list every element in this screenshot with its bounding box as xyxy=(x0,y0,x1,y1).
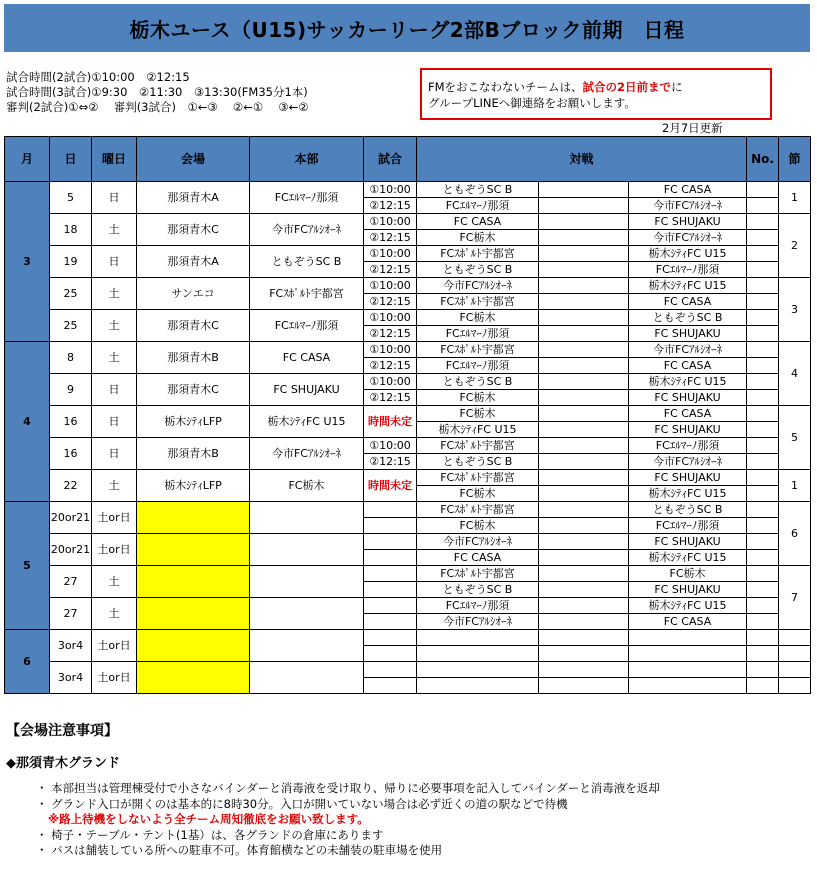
home-team: ともぞうSC B xyxy=(417,262,539,278)
notice-line2: グループLINEへ御連絡をお願いします。 xyxy=(428,96,636,110)
header-hq: 本部 xyxy=(250,137,364,182)
home-team: FCｽﾎﾟﾙﾄ宇都宮 xyxy=(417,566,539,582)
home-team: FCｴﾙﾏｰﾉ那須 xyxy=(417,358,539,374)
header-matchup: 対戦 xyxy=(417,137,747,182)
match-time-cell xyxy=(364,518,417,534)
match-time-cell: ①10:00 xyxy=(364,182,417,198)
note-item: ・ 椅子・テーブル・テント(1基）は、各グランドの倉庫にあります xyxy=(36,827,384,842)
day-cell: 20or21 xyxy=(50,502,92,534)
match-time-cell: ①10:00 xyxy=(364,438,417,454)
no-cell xyxy=(747,470,779,486)
weekday-cell: 日 xyxy=(92,406,137,438)
no-cell xyxy=(747,646,779,662)
vs-spacer xyxy=(539,374,629,390)
notice-text: FMをおこなわないチームは、 xyxy=(428,80,583,94)
hq-cell: 今市FCｱﾙｼｵｰﾈ xyxy=(250,214,364,246)
away-team: FCｴﾙﾏｰﾉ那須 xyxy=(629,518,747,534)
hq-cell xyxy=(250,662,364,694)
weekday-cell: 土 xyxy=(92,470,137,502)
vs-spacer xyxy=(539,566,629,582)
updated-date: 2月7日更新 xyxy=(662,121,723,135)
match-time-cell xyxy=(364,582,417,598)
vs-spacer xyxy=(539,678,629,694)
home-team: FCｽﾎﾟﾙﾄ宇都宮 xyxy=(417,438,539,454)
vs-spacer xyxy=(539,198,629,214)
day-cell: 27 xyxy=(50,566,92,598)
no-cell xyxy=(747,438,779,454)
away-team: FC SHUJAKU xyxy=(629,582,747,598)
section-cell: 2 xyxy=(779,214,811,278)
match-time-cell: ①10:00 xyxy=(364,214,417,230)
away-team xyxy=(629,678,747,694)
match-time-cell xyxy=(364,646,417,662)
home-team: FCｽﾎﾟﾙﾄ宇都宮 xyxy=(417,470,539,486)
away-team: FC SHUJAKU xyxy=(629,214,747,230)
home-team: ともぞうSC B xyxy=(417,582,539,598)
match-time-cell xyxy=(364,678,417,694)
home-team: FCｴﾙﾏｰﾉ那須 xyxy=(417,198,539,214)
day-cell: 22 xyxy=(50,470,92,502)
day-cell: 25 xyxy=(50,310,92,342)
vs-spacer xyxy=(539,390,629,406)
no-cell xyxy=(747,342,779,358)
no-cell xyxy=(747,566,779,582)
day-cell: 25 xyxy=(50,278,92,310)
match-time-cell: ②12:15 xyxy=(364,294,417,310)
vs-spacer xyxy=(539,486,629,502)
home-team xyxy=(417,678,539,694)
vs-spacer xyxy=(539,326,629,342)
match-time-cell xyxy=(364,534,417,550)
vs-spacer xyxy=(539,582,629,598)
month-cell: 6 xyxy=(5,630,50,694)
vs-spacer xyxy=(539,518,629,534)
venue-cell: 那須青木C xyxy=(137,214,250,246)
home-team: FCｴﾙﾏｰﾉ那須 xyxy=(417,326,539,342)
no-cell xyxy=(747,630,779,646)
away-team: 栃木ｼﾃｨFC U15 xyxy=(629,374,747,390)
day-cell: 18 xyxy=(50,214,92,246)
home-team: FC栃木 xyxy=(417,406,539,422)
day-cell: 16 xyxy=(50,438,92,470)
venue-cell xyxy=(137,566,250,598)
away-team: FCｴﾙﾏｰﾉ那須 xyxy=(629,438,747,454)
no-cell xyxy=(747,230,779,246)
venue-cell xyxy=(137,502,250,534)
vs-spacer xyxy=(539,342,629,358)
venue-cell: 那須青木C xyxy=(137,310,250,342)
weekday-cell: 日 xyxy=(92,182,137,214)
day-cell: 16 xyxy=(50,406,92,438)
away-team: 栃木ｼﾃｨFC U15 xyxy=(629,246,747,262)
weekday-cell: 土or日 xyxy=(92,502,137,534)
weekday-cell: 土 xyxy=(92,214,137,246)
match-time-cell: ①10:00 xyxy=(364,374,417,390)
vs-spacer xyxy=(539,406,629,422)
venue-notes-title: 【会場注意事項】 xyxy=(6,723,118,739)
hq-cell: FCｽﾎﾟﾙﾄ宇都宮 xyxy=(250,278,364,310)
vs-spacer xyxy=(539,598,629,614)
match-time-cell: ①10:00 xyxy=(364,310,417,326)
match-time-2games: 試合時間(2試合)①10:00 ②12:15 xyxy=(6,70,190,84)
day-cell: 3or4 xyxy=(50,630,92,662)
home-team: ともぞうSC B xyxy=(417,374,539,390)
home-team: FCｽﾎﾟﾙﾄ宇都宮 xyxy=(417,246,539,262)
no-cell xyxy=(747,422,779,438)
match-time-cell: ②12:15 xyxy=(364,358,417,374)
weekday-cell: 日 xyxy=(92,374,137,406)
hq-cell xyxy=(250,630,364,662)
away-team xyxy=(629,662,747,678)
no-cell xyxy=(747,262,779,278)
match-time-cell xyxy=(364,630,417,646)
away-team: FCｴﾙﾏｰﾉ那須 xyxy=(629,262,747,278)
no-cell xyxy=(747,246,779,262)
note-warning: ※路上待機をしないよう全チーム周知徹底をお願い致します。 xyxy=(48,812,369,826)
weekday-cell: 日 xyxy=(92,246,137,278)
vs-spacer xyxy=(539,646,629,662)
match-time-cell: 時間未定 xyxy=(364,470,417,502)
no-cell xyxy=(747,614,779,630)
vs-spacer xyxy=(539,262,629,278)
no-cell xyxy=(747,374,779,390)
match-time-3games: 試合時間(3試合)①9:30 ②11:30 ③13:30(FM35分1本) xyxy=(6,85,308,99)
match-time-cell: ②12:15 xyxy=(364,262,417,278)
vs-spacer xyxy=(539,534,629,550)
home-team: FCｽﾎﾟﾙﾄ宇都宮 xyxy=(417,502,539,518)
home-team xyxy=(417,630,539,646)
vs-spacer xyxy=(539,502,629,518)
home-team: FCｽﾎﾟﾙﾄ宇都宮 xyxy=(417,294,539,310)
match-time-cell: ②12:15 xyxy=(364,390,417,406)
away-team: FC SHUJAKU xyxy=(629,470,747,486)
note-item: ・ バスは舗装している所への駐車不可。体育館横などの未舗装の駐車場を使用 xyxy=(36,843,443,857)
home-team: ともぞうSC B xyxy=(417,182,539,198)
home-team: FC栃木 xyxy=(417,230,539,246)
weekday-cell: 日 xyxy=(92,438,137,470)
match-time-cell xyxy=(364,502,417,518)
notice-deadline: 試合の2日前まで xyxy=(582,80,672,94)
vs-spacer xyxy=(539,550,629,566)
vs-spacer xyxy=(539,614,629,630)
home-team xyxy=(417,662,539,678)
away-team: ともぞうSC B xyxy=(629,310,747,326)
away-team: FC CASA xyxy=(629,294,747,310)
vs-spacer xyxy=(539,630,629,646)
away-team: FC CASA xyxy=(629,182,747,198)
month-cell: 5 xyxy=(5,502,50,630)
venue-cell xyxy=(137,662,250,694)
venue-cell: サンエコ xyxy=(137,278,250,310)
away-team: FC CASA xyxy=(629,614,747,630)
home-team: 栃木ｼﾃｨFC U15 xyxy=(417,422,539,438)
away-team: 今市FCｱﾙｼｵｰﾈ xyxy=(629,198,747,214)
vs-spacer xyxy=(539,230,629,246)
day-cell: 5 xyxy=(50,182,92,214)
vs-spacer xyxy=(539,358,629,374)
venue-cell: 那須青木C xyxy=(137,374,250,406)
note-item: ・ 本部担当は管理棟受付で小さなバインダーと消毒液を受け取り、帰りに必要事項を記入してバインダーと消毒液を返却 xyxy=(36,781,660,795)
match-time-cell xyxy=(364,566,417,582)
hq-cell: FCｴﾙﾏｰﾉ那須 xyxy=(250,182,364,214)
hq-cell: FC栃木 xyxy=(250,470,364,502)
hq-cell: FC CASA xyxy=(250,342,364,374)
away-team: 今市FCｱﾙｼｵｰﾈ xyxy=(629,454,747,470)
header-weekday: 曜日 xyxy=(92,137,137,182)
section-cell: 1 xyxy=(779,182,811,214)
venue-cell: 那須青木B xyxy=(137,438,250,470)
note-item: ・ グランド入口が開くのは基本的に8時30分。入口が開いていない場合は必ず近くの道の駅などで待機 xyxy=(36,796,568,811)
match-time-cell: ①10:00 xyxy=(364,342,417,358)
home-team: FC CASA xyxy=(417,550,539,566)
section-cell: 7 xyxy=(779,566,811,630)
section-cell: 4 xyxy=(779,342,811,406)
hq-cell: 栃木ｼﾃｨFC U15 xyxy=(250,406,364,438)
vs-spacer xyxy=(539,422,629,438)
no-cell xyxy=(747,278,779,294)
no-cell xyxy=(747,534,779,550)
no-cell xyxy=(747,406,779,422)
away-team: FC SHUJAKU xyxy=(629,326,747,342)
away-team: FC SHUJAKU xyxy=(629,422,747,438)
header-month: 月 xyxy=(5,137,50,182)
hq-cell: 今市FCｱﾙｼｵｰﾈ xyxy=(250,438,364,470)
weekday-cell: 土 xyxy=(92,342,137,374)
home-team: FC CASA xyxy=(417,214,539,230)
page-title: 栃木ユース（U15)サッカーリーグ2部Bブロック前期 日程 xyxy=(4,4,810,52)
day-cell: 19 xyxy=(50,246,92,278)
no-cell xyxy=(747,518,779,534)
vs-spacer xyxy=(539,246,629,262)
away-team: 栃木ｼﾃｨFC U15 xyxy=(629,598,747,614)
match-time-cell xyxy=(364,598,417,614)
vs-spacer xyxy=(539,182,629,198)
month-cell: 4 xyxy=(5,342,50,502)
weekday-cell: 土 xyxy=(92,566,137,598)
away-team: FC CASA xyxy=(629,406,747,422)
weekday-cell: 土 xyxy=(92,278,137,310)
vs-spacer xyxy=(539,278,629,294)
vs-spacer xyxy=(539,294,629,310)
match-time-cell xyxy=(364,550,417,566)
no-cell xyxy=(747,454,779,470)
away-team xyxy=(629,646,747,662)
venue-cell: 那須青木B xyxy=(137,342,250,374)
venue-cell: 栃木ｼﾃｨLFP xyxy=(137,470,250,502)
away-team xyxy=(629,630,747,646)
day-cell: 9 xyxy=(50,374,92,406)
no-cell xyxy=(747,582,779,598)
venue-notes xyxy=(36,781,660,859)
vs-spacer xyxy=(539,470,629,486)
vs-spacer xyxy=(539,214,629,230)
home-team: 今市FCｱﾙｼｵｰﾈ xyxy=(417,278,539,294)
weekday-cell: 土 xyxy=(92,310,137,342)
home-team: FCｽﾎﾟﾙﾄ宇都宮 xyxy=(417,342,539,358)
day-cell: 27 xyxy=(50,598,92,630)
vs-spacer xyxy=(539,454,629,470)
away-team: 栃木ｼﾃｨFC U15 xyxy=(629,278,747,294)
match-time-cell xyxy=(364,662,417,678)
match-time-cell: ①10:00 xyxy=(364,278,417,294)
no-cell xyxy=(747,390,779,406)
home-team xyxy=(417,646,539,662)
no-cell xyxy=(747,214,779,230)
section-cell xyxy=(779,662,811,678)
venue-cell: 那須青木A xyxy=(137,182,250,214)
away-team: 今市FCｱﾙｼｵｰﾈ xyxy=(629,342,747,358)
venue-cell xyxy=(137,534,250,566)
venue-cell: 那須青木A xyxy=(137,246,250,278)
away-team: 栃木ｼﾃｨFC U15 xyxy=(629,550,747,566)
no-cell xyxy=(747,294,779,310)
no-cell xyxy=(747,326,779,342)
match-time-cell: ②12:15 xyxy=(364,230,417,246)
away-team: FC SHUJAKU xyxy=(629,390,747,406)
weekday-cell: 土or日 xyxy=(92,662,137,694)
no-cell xyxy=(747,550,779,566)
header-day: 日 xyxy=(50,137,92,182)
hq-cell xyxy=(250,566,364,598)
home-team: FCｴﾙﾏｰﾉ那須 xyxy=(417,598,539,614)
venue-cell xyxy=(137,598,250,630)
no-cell xyxy=(747,678,779,694)
header-venue: 会場 xyxy=(137,137,250,182)
referee-rules: 審判(2試合)①⇔② 審判(3試合) ①←③ ②←① ③←② xyxy=(6,100,309,114)
no-cell xyxy=(747,662,779,678)
match-time-cell: ①10:00 xyxy=(364,246,417,262)
away-team: 栃木ｼﾃｨFC U15 xyxy=(629,486,747,502)
away-team: FC SHUJAKU xyxy=(629,534,747,550)
section-cell xyxy=(779,646,811,662)
away-team: FC栃木 xyxy=(629,566,747,582)
weekday-cell: 土or日 xyxy=(92,534,137,566)
notice-text-end: に xyxy=(671,80,683,94)
home-team: FC栃木 xyxy=(417,486,539,502)
section-cell: 5 xyxy=(779,406,811,470)
hq-cell xyxy=(250,502,364,534)
header-no: No. xyxy=(747,137,779,182)
section-cell: 1 xyxy=(779,470,811,502)
match-time-cell: ②12:15 xyxy=(364,326,417,342)
month-cell: 3 xyxy=(5,182,50,342)
weekday-cell: 土or日 xyxy=(92,630,137,662)
hq-cell xyxy=(250,534,364,566)
home-team: FC栃木 xyxy=(417,390,539,406)
no-cell xyxy=(747,182,779,198)
section-cell xyxy=(779,630,811,646)
no-cell xyxy=(747,198,779,214)
no-cell xyxy=(747,486,779,502)
match-time-cell xyxy=(364,614,417,630)
hq-cell xyxy=(250,598,364,630)
home-team: ともぞうSC B xyxy=(417,454,539,470)
home-team: 今市FCｱﾙｼｵｰﾈ xyxy=(417,534,539,550)
venue-cell: 栃木ｼﾃｨLFP xyxy=(137,406,250,438)
day-cell: 20or21 xyxy=(50,534,92,566)
fm-notice-box xyxy=(420,68,772,120)
away-team: ともぞうSC B xyxy=(629,502,747,518)
away-team: 今市FCｱﾙｼｵｰﾈ xyxy=(629,230,747,246)
hq-cell: ともぞうSC B xyxy=(250,246,364,278)
vs-spacer xyxy=(539,438,629,454)
section-cell: 6 xyxy=(779,502,811,566)
home-team: FC栃木 xyxy=(417,518,539,534)
hq-cell: FCｴﾙﾏｰﾉ那須 xyxy=(250,310,364,342)
no-cell xyxy=(747,358,779,374)
section-cell xyxy=(779,678,811,694)
day-cell: 3or4 xyxy=(50,662,92,694)
vs-spacer xyxy=(539,310,629,326)
section-cell: 3 xyxy=(779,278,811,342)
venue-name: ◆那須青木グランド xyxy=(6,756,120,771)
home-team: 今市FCｱﾙｼｵｰﾈ xyxy=(417,614,539,630)
header-match: 試合 xyxy=(364,137,417,182)
match-time-cell: 時間未定 xyxy=(364,406,417,438)
venue-cell xyxy=(137,630,250,662)
hq-cell: FC SHUJAKU xyxy=(250,374,364,406)
match-time-cell: ②12:15 xyxy=(364,454,417,470)
no-cell xyxy=(747,502,779,518)
schedule-table xyxy=(4,136,811,694)
vs-spacer xyxy=(539,662,629,678)
no-cell xyxy=(747,598,779,614)
weekday-cell: 土 xyxy=(92,598,137,630)
match-time-cell: ②12:15 xyxy=(364,198,417,214)
home-team: FC栃木 xyxy=(417,310,539,326)
day-cell: 8 xyxy=(50,342,92,374)
no-cell xyxy=(747,310,779,326)
away-team: FC CASA xyxy=(629,358,747,374)
header-section: 節 xyxy=(779,137,811,182)
